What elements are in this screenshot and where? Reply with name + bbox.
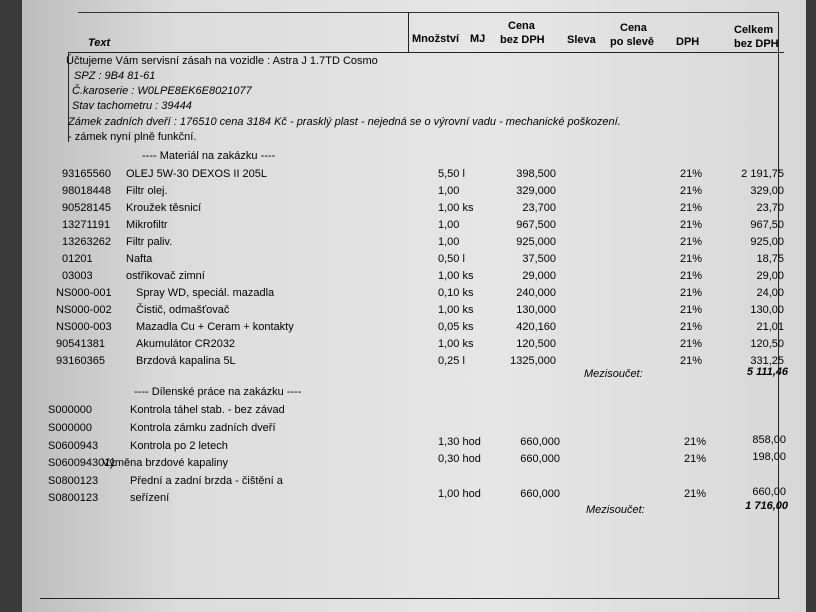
labor-quantity: 1,00 hod	[438, 488, 481, 500]
bottom-rule	[40, 598, 780, 599]
material-section-title: ---- Materiál na zakázku ----	[142, 150, 276, 162]
material-price: 120,500	[516, 338, 556, 350]
material-total: 21,01	[756, 321, 784, 333]
material-total: 967,50	[750, 219, 784, 231]
material-quantity: 0,10 ks	[438, 287, 474, 299]
material-price: 329,000	[516, 185, 556, 197]
material-code: 93160365	[56, 355, 105, 367]
labor-quantity: 0,30 hod	[438, 453, 481, 465]
info-line: Účtujeme Vám servisní zásah na vozidle : Astra J 1.7TD Cosmo	[66, 55, 378, 67]
material-quantity: 0,50 l	[438, 253, 465, 265]
material-total: 24,00	[756, 287, 784, 299]
material-price: 29,000	[522, 270, 556, 282]
header-total-2: bez DPH	[734, 38, 779, 50]
material-name: Kroužek těsnicí	[126, 202, 202, 214]
material-price: 1325,000	[510, 355, 556, 367]
material-subtotal-label: Mezisoučet:	[584, 368, 643, 380]
labor-code: S0600943	[48, 440, 99, 452]
material-vat: 21%	[680, 270, 703, 282]
header-discounted-2: po slevě	[610, 36, 655, 48]
labor-price: 660,000	[520, 436, 560, 448]
material-name: ostřikovač zimní	[126, 270, 205, 282]
labor-name: Výměna brzdové kapaliny	[102, 457, 228, 469]
material-name: Mazadla Cu + Ceram + kontakty	[136, 321, 294, 333]
labor-section-title: ---- Dílenské práce na zakázku ----	[134, 386, 302, 398]
material-name: OLEJ 5W-30 DEXOS II 205L	[126, 168, 268, 180]
material-code: NS000-002	[56, 304, 112, 316]
material-code: 93165560	[62, 168, 111, 180]
labor-total: 660,00	[752, 486, 786, 498]
material-quantity: 0,25 l	[438, 355, 465, 367]
header-discount: Sleva	[567, 34, 596, 46]
material-code: 90528145	[62, 202, 111, 214]
material-vat: 21%	[680, 253, 703, 265]
material-total: 2 191,75	[741, 168, 784, 180]
material-quantity: 1,00 ks	[438, 270, 474, 282]
header-vat: DPH	[676, 36, 700, 48]
material-code: 13263262	[62, 236, 111, 248]
material-name: Filtr paliv.	[126, 236, 173, 248]
header-total-1: Celkem	[734, 24, 774, 36]
material-quantity: 1,00	[438, 236, 460, 248]
info-line: Zámek zadních dveří : 176510 cena 3184 Kč - prasklý plast - nejedná se o výrovní vadu - mechanické poškození.	[68, 116, 621, 128]
column-divider-1	[408, 12, 409, 52]
labor-price: 660,000	[520, 488, 560, 500]
labor-total: 858,00	[752, 434, 786, 446]
material-price: 240,000	[516, 287, 556, 299]
header-rule	[68, 52, 784, 53]
labor-vat: 21%	[684, 453, 707, 465]
material-vat: 21%	[680, 338, 703, 350]
labor-code: S0600943011	[48, 457, 116, 469]
material-total: 18,75	[756, 253, 784, 265]
labor-name: seřízení	[130, 492, 170, 504]
material-total: 130,00	[750, 304, 784, 316]
material-total: 925,00	[750, 236, 784, 248]
material-vat: 21%	[680, 321, 703, 333]
info-line: - zámek nyní plně funkční.	[68, 131, 197, 143]
material-vat: 21%	[680, 168, 703, 180]
material-code: 90541381	[56, 338, 105, 350]
labor-code: S0800123	[48, 475, 99, 487]
header-quantity: Množství	[412, 33, 460, 45]
material-quantity: 1,00 ks	[438, 338, 474, 350]
labor-vat: 21%	[684, 436, 707, 448]
header-text: Text	[88, 37, 111, 49]
material-code: 01201	[62, 253, 93, 265]
material-code: 03003	[62, 270, 93, 282]
material-name: Nafta	[126, 253, 153, 265]
material-subtotal-value: 5 111,46	[746, 366, 788, 378]
material-quantity: 5,50 l	[438, 168, 465, 180]
material-quantity: 1,00	[438, 185, 460, 197]
material-total: 23,70	[756, 202, 784, 214]
material-vat: 21%	[680, 304, 703, 316]
info-line: SPZ : 9B4 81-61	[74, 70, 156, 82]
material-code: 98018448	[62, 185, 111, 197]
header-price-1: Cena	[508, 20, 535, 32]
material-price: 925,000	[516, 236, 556, 248]
labor-name: Kontrola zámku zadních dveří	[130, 422, 276, 434]
material-price: 130,000	[516, 304, 556, 316]
material-vat: 21%	[680, 355, 703, 367]
info-line: Stav tachometru : 39444	[72, 100, 192, 112]
labor-code: S000000	[48, 404, 93, 416]
material-name: Spray WD, speciál. mazadla	[136, 287, 275, 299]
labor-total: 198,00	[752, 451, 786, 463]
material-name: Čistič, odmašťovač	[136, 304, 230, 316]
labor-code: S0800123	[48, 492, 99, 504]
labor-subtotal-label: Mezisoučet:	[586, 504, 645, 516]
material-price: 23,700	[522, 202, 556, 214]
labor-code: S000000	[48, 422, 93, 434]
labor-price: 660,000	[520, 453, 560, 465]
material-quantity: 0,05 ks	[438, 321, 474, 333]
material-vat: 21%	[680, 287, 703, 299]
top-rule	[78, 12, 778, 13]
material-total: 331,25	[750, 355, 784, 367]
material-price: 967,500	[516, 219, 556, 231]
material-total: 120,50	[750, 338, 784, 350]
labor-name: Přední a zadní brzda - čištění a	[130, 475, 283, 487]
header-price-2: bez DPH	[500, 34, 545, 46]
material-code: NS000-003	[56, 321, 112, 333]
material-quantity: 1,00 ks	[438, 202, 474, 214]
labor-quantity: 1,30 hod	[438, 436, 481, 448]
material-vat: 21%	[680, 219, 703, 231]
material-vat: 21%	[680, 202, 703, 214]
material-name: Mikrofiltr	[126, 219, 168, 231]
material-name: Akumulátor CR2032	[136, 338, 236, 350]
labor-subtotal-value: 1 716,00	[745, 500, 788, 512]
labor-name: Kontrola táhel stab. - bez závad	[130, 404, 285, 416]
material-price: 398,500	[516, 168, 556, 180]
material-total: 329,00	[750, 185, 784, 197]
material-code: 13271191	[62, 219, 111, 231]
material-price: 37,500	[522, 253, 556, 265]
material-total: 29,00	[756, 270, 784, 282]
header-discounted-1: Cena	[620, 22, 647, 34]
labor-name: Kontrola po 2 letech	[130, 440, 228, 452]
material-code: NS000-001	[56, 287, 112, 299]
material-name: Filtr olej.	[126, 185, 168, 197]
material-name: Brzdová kapalina 5L	[136, 355, 236, 367]
material-vat: 21%	[680, 236, 703, 248]
material-quantity: 1,00	[438, 219, 460, 231]
info-line: Č.karoserie : W0LPE8EK6E8021077	[72, 85, 252, 97]
material-vat: 21%	[680, 185, 703, 197]
labor-vat: 21%	[684, 488, 707, 500]
header-unit: MJ	[470, 33, 486, 45]
material-quantity: 1,00 ks	[438, 304, 474, 316]
material-price: 420,160	[516, 321, 556, 333]
